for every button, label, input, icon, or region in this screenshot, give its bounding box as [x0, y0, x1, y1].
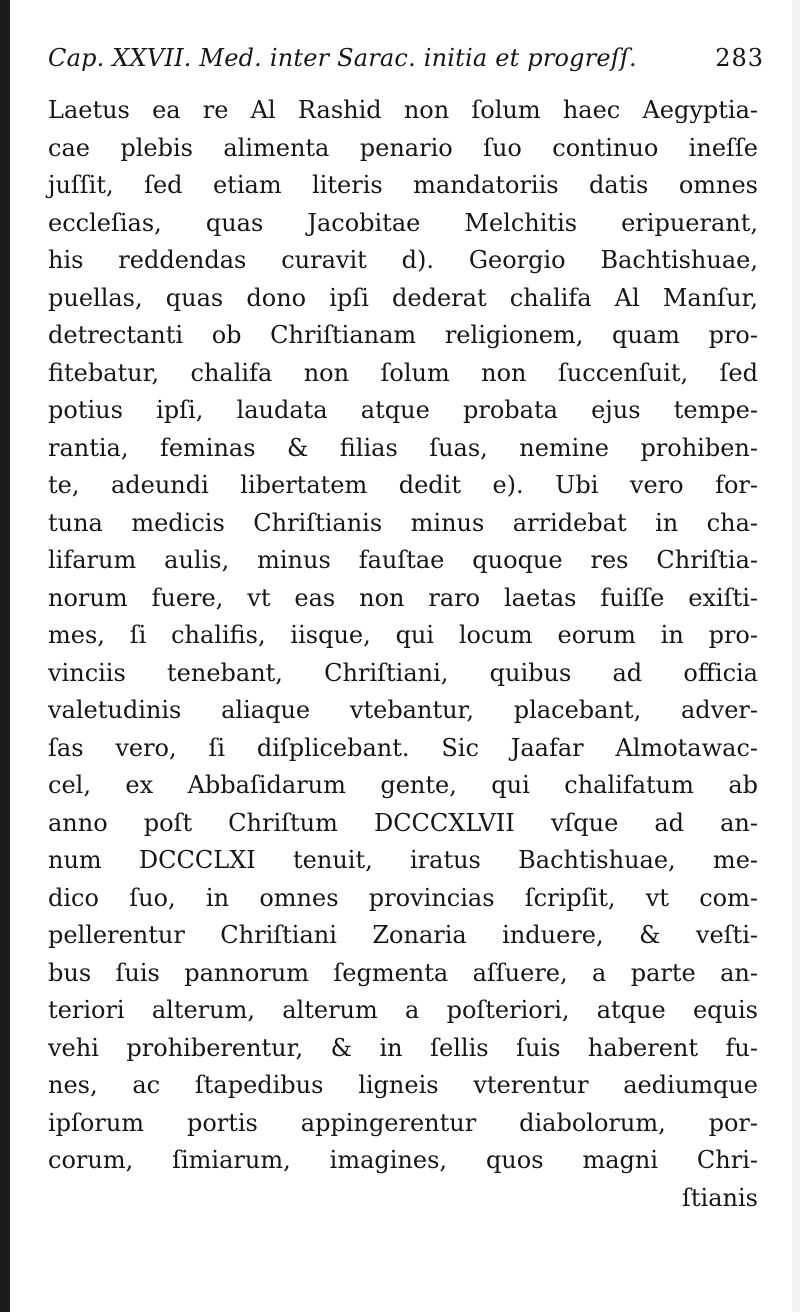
text-line: norum fuere, vt eas non raro laetas fuiſſe exiſti-: [48, 583, 758, 612]
body-text: [48, 92, 758, 1217]
text-line: ipſorum portis appingerentur diabolorum, por-: [48, 1108, 758, 1137]
text-line: nes, ac ſtapedibus ligneis vterentur aediumque: [48, 1071, 758, 1099]
text-line: num DCCCLXI tenuit, iratus Bachtishuae, me-: [48, 846, 758, 874]
text-line: rantia, feminas & filias ſuas, nemine prohiben-: [48, 433, 758, 462]
text-line: cae plebis alimenta penario ſuo continuo ineſſe: [48, 133, 758, 162]
text-line: potius ipſi, laudata atque probata ejus tempe-: [48, 396, 758, 424]
text-line: juſſit, ſed etiam literis mandatoriis datis omnes: [48, 171, 758, 199]
text-line: fitebatur, chalifa non ſolum non ſuccenſuit, ſed: [48, 358, 758, 387]
text-line: vehi prohiberentur, & in ſellis ſuis haberent fu-: [48, 1033, 758, 1062]
text-line: lifarum aulis, minus fauſtae quoque res Chriſtia-: [48, 546, 758, 574]
text-line: detrectanti ob Chriſtianam religionem, quam pro-: [48, 321, 758, 349]
text-line: cel, ex Abbaſidarum gente, qui chalifatum ab: [48, 771, 758, 799]
text-line: tuna medicis Chriſtianis minus arridebat in cha-: [48, 508, 758, 537]
text-line: puellas, quas dono ipſi dederat chalifa Al Manſur,: [48, 283, 758, 312]
text-line: bus ſuis pannorum ſegmenta aſſuere, a parte an-: [48, 958, 758, 987]
text-line: dico ſuo, in omnes provincias ſcripſit, vt com-: [48, 883, 758, 912]
page-margin: [792, 0, 800, 1312]
text-line: eccleſias, quas Jacobitae Melchitis eripuerant,: [48, 208, 758, 237]
text-line: corum, ſimiarum, imagines, quos magni Chri-: [48, 1146, 758, 1174]
text-line: Laetus ea re Al Rashid non ſolum haec Aegyptia-: [48, 96, 758, 124]
text-line: mes, ſi chalifis, iisque, qui locum eorum in pro-: [48, 621, 758, 649]
text-line: teriori alterum, alterum a poſteriori, atque equis: [48, 996, 758, 1024]
text-line: pellerentur Chriſtiani Zonaria induere, & veſti-: [48, 921, 758, 949]
text-line: his reddendas curavit d). Georgio Bachtishuae,: [48, 246, 758, 274]
catchword-line: ſtianis: [682, 1183, 758, 1212]
page-header: [48, 44, 764, 88]
text-line: valetudinis aliaque vtebantur, placebant, adver-: [48, 696, 758, 724]
text-line: ſas vero, ſi diſplicebant. Sic Jaafar Almotawac-: [48, 733, 758, 762]
running-head: Cap. XXVII. Med. inter Sarac. initia et progreſſ.: [48, 44, 637, 72]
page-number: 283: [715, 44, 764, 72]
text-line: te, adeundi libertatem dedit e). Ubi vero for-: [48, 471, 758, 499]
text-line: anno poſt Chriſtum DCCCXLVII vſque ad an-: [48, 808, 758, 837]
page-edge-shadow: [0, 0, 10, 1312]
text-line: vinciis tenebant, Chriſtiani, quibus ad officia: [48, 658, 758, 687]
